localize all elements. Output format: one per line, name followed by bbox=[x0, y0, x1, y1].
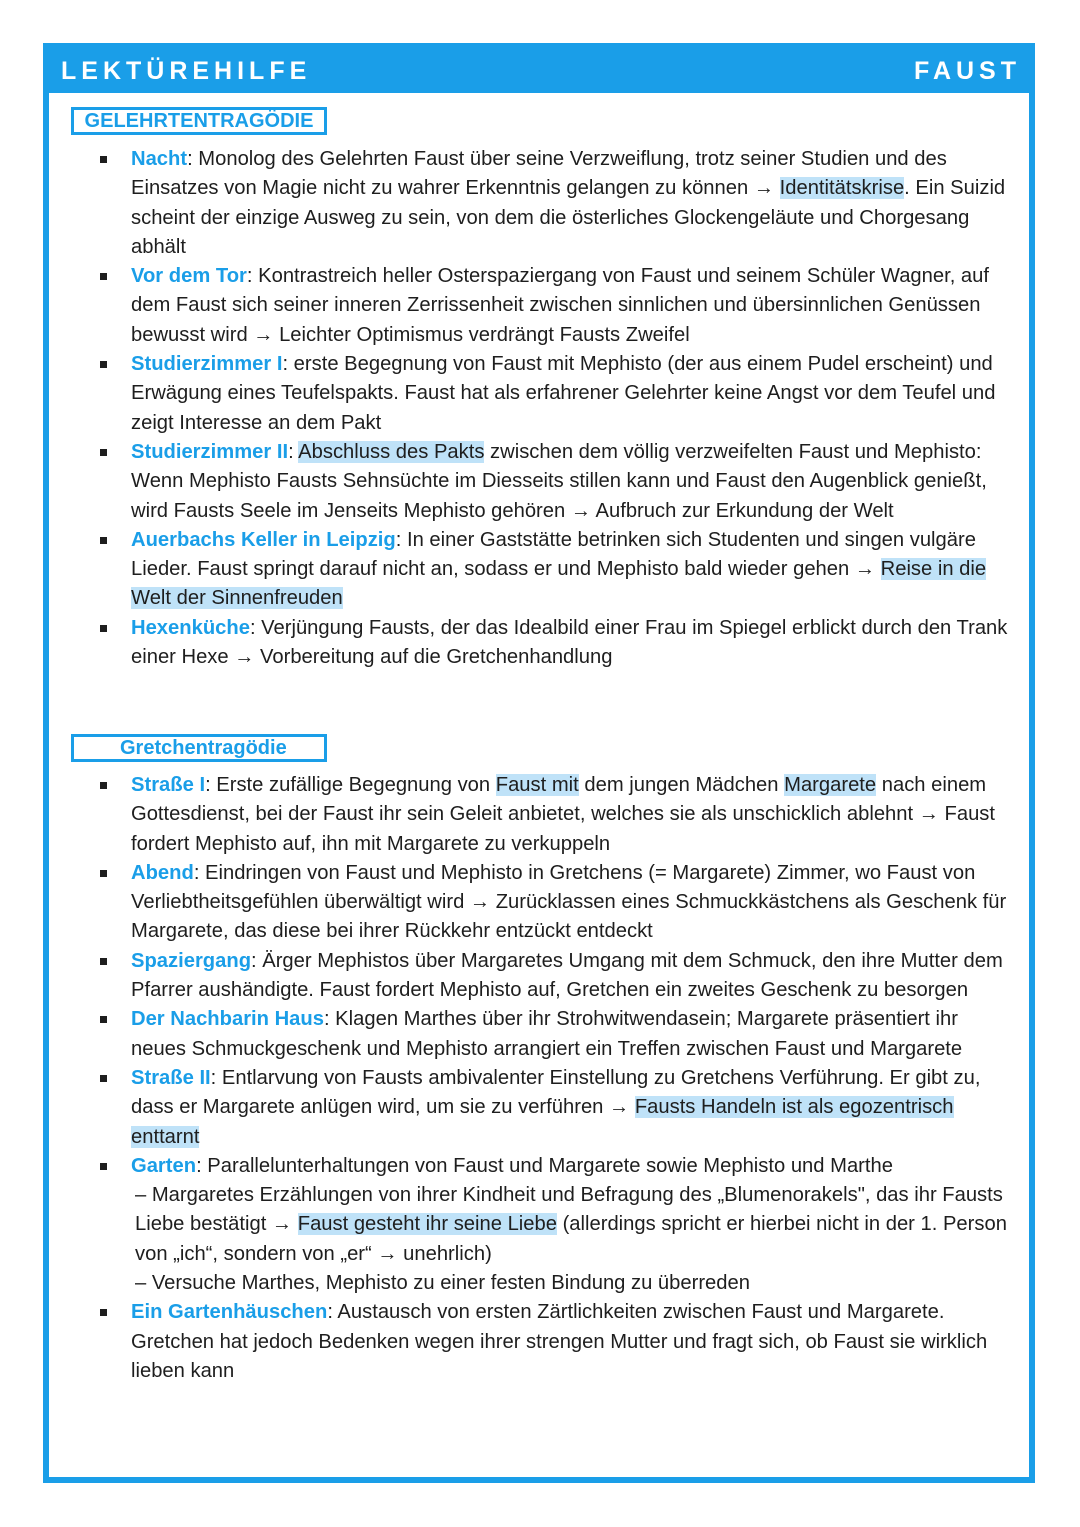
scene-text: : bbox=[288, 440, 299, 463]
bullet-icon bbox=[100, 361, 107, 368]
list-item bbox=[97, 1152, 1017, 1298]
scene-name: Hexenküche bbox=[131, 616, 250, 639]
highlight-text: Faust gesteht ihr seine Liebe bbox=[297, 1213, 557, 1236]
scene-text: : Eindringen von Faust und Mephisto in Gretchens (= Margarete) Zimmer, wo Faust von Verliebtheitsgefühlen überwältigt wird → Zurücklassen eines Schmuckkästchens als Geschenk für Margarete, das diese bei ihrer Rückkehr entzückt entdeckt bbox=[131, 861, 1007, 943]
scene-name: Studierzimmer I bbox=[131, 353, 283, 376]
list-item bbox=[97, 1298, 1017, 1386]
list-item bbox=[97, 947, 1017, 1006]
header-bar bbox=[49, 49, 1029, 93]
scene-text: : Parallelunterhaltungen von Faust und Margarete sowie Mephisto und Marthe bbox=[196, 1154, 893, 1177]
scene-text: : Erste zufällige Begegnung von bbox=[205, 774, 496, 796]
header-title: FAUST bbox=[914, 57, 1021, 85]
bullet-icon bbox=[100, 958, 107, 965]
section-list-gelehrtentragoedie bbox=[97, 145, 1017, 672]
scene-name: Der Nachbarin Haus bbox=[131, 1008, 324, 1031]
scene-text: zwischen dem völlig verzweifelten Faust und Mephisto: Wenn Mephisto Fausts Sehnsüchte im Diesseits stillen kann und Faust den Augenblick genießt, wird Fausts Seele im Jenseits Mephisto gehören → Aufbruch zur Erkundung der Welt bbox=[131, 440, 987, 522]
scene-text: : Entlarvung von Fausts ambivalenter Einstellung zu Gretchens Verführung. Er gibt zu, dass er Margarete anlügen wird, um sie zu verführen → bbox=[131, 1066, 981, 1119]
page-frame bbox=[43, 43, 1035, 1483]
scene-text: : Ärger Mephistos über Margaretes Umgang mit dem Schmuck, den ihre Mutter dem Pfarrer aushändigte. Faust fordert Mephisto auf, Gretchen ein zweites Geschenk zu besorgen bbox=[131, 949, 1003, 1002]
scene-name: Auerbachs Keller in Leipzig bbox=[131, 528, 396, 551]
scene-text: : Monolog des Gelehrten Faust über seine Verzweiflung, trotz seiner Studien und des Einsatzes von Magie nicht zu wahrer Erkenntnis gelangen zu können → bbox=[131, 148, 947, 200]
sub-point-text: (allerdings spricht er hierbei nicht in der 1. Person von „ich“, sondern von „er“ → unehrlich) bbox=[135, 1213, 1007, 1265]
scene-name: Straße II bbox=[131, 1066, 211, 1089]
scene-text: . Ein Suizid scheint der einzige Ausweg zu sein, von dem die österliches Glockengeläute und Chorgesang abhält bbox=[131, 177, 1006, 258]
scene-name: Nacht bbox=[131, 148, 188, 170]
scene-name: Abend bbox=[131, 861, 194, 884]
bullet-icon bbox=[100, 1016, 107, 1023]
scene-text: : Austausch von ersten Zärtlichkeiten zwischen Faust und Margarete. Gretchen hat jedoch Bedenken wegen ihrer strengen Mutter und fragt sich, ob Faust sie wirklich lieben kann bbox=[131, 1301, 988, 1382]
bullet-icon bbox=[100, 870, 107, 877]
list-item bbox=[97, 771, 1017, 859]
list-item bbox=[97, 145, 1017, 262]
scene-name: Vor dem Tor bbox=[131, 265, 247, 288]
scene-text: : Klagen Marthes über ihr Strohwitwendasein; Margarete präsentiert ihr neues Schmuckgeschenk und Mephisto arrangiert ein Treffen zwischen Faust und Margarete bbox=[131, 1008, 963, 1060]
bullet-icon bbox=[100, 537, 107, 544]
bullet-icon bbox=[100, 1309, 107, 1316]
list-item bbox=[97, 438, 1017, 526]
section-title-gelehrtentragoedie: GELEHRTENTRAGÖDIE bbox=[71, 107, 327, 135]
highlight-text: Margarete bbox=[784, 774, 877, 796]
bullet-icon bbox=[100, 625, 107, 632]
bullet-icon bbox=[100, 1075, 107, 1082]
scene-text: nach einem Gottesdienst, bei der Faust ihr sein Geleit anbietet, welches sie als unschicklich ablehnt → Faust fordert Mephisto auf, ihn mit Margarete zu verkuppeln bbox=[131, 774, 996, 855]
bullet-icon bbox=[100, 449, 107, 456]
scene-text: : In einer Gaststätte betrinken sich Studenten und singen vulgäre Lieder. Faust springt darauf nicht an, sodass er und Mephisto bald wieder gehen → bbox=[131, 528, 976, 581]
sub-point bbox=[131, 1181, 1017, 1269]
bullet-icon bbox=[100, 273, 107, 280]
highlight-text: Reise in die Welt der Sinnenfreuden bbox=[131, 558, 987, 610]
bullet-icon bbox=[100, 1163, 107, 1170]
sub-point-text: – Margaretes Erzählungen von ihrer Kindheit und Befragung des „Blumenorakels", das ihr Fausts Liebe bestätigt → bbox=[135, 1184, 1003, 1236]
sub-point: – Versuche Marthes, Mephisto zu einer festen Bindung zu überreden bbox=[135, 1272, 750, 1295]
section-title-gretchentragoedie: Gretchentragödie bbox=[71, 734, 327, 762]
scene-name: Garten bbox=[131, 1154, 197, 1177]
list-item bbox=[97, 859, 1017, 947]
highlight-text: Fausts Handeln ist als egozentrisch enttarnt bbox=[131, 1096, 954, 1148]
scene-text: : erste Begegnung von Faust mit Mephisto (der aus einem Pudel erscheint) und Erwägung eines Teufelspakts. Faust hat als erfahrener Gelehrter keine Angst vor dem Teufel und zeigt Interesse an dem Pakt bbox=[131, 353, 996, 434]
scene-name: Spaziergang bbox=[131, 949, 252, 972]
scene-name: Straße I bbox=[131, 774, 206, 796]
list-item bbox=[97, 1005, 1017, 1064]
list-item bbox=[97, 262, 1017, 350]
header-label: LEKTÜREHILFE bbox=[61, 57, 312, 85]
scene-name: Ein Gartenhäuschen bbox=[131, 1301, 328, 1324]
scene-text: : Verjüngung Fausts, der das Idealbild einer Frau im Spiegel erblickt durch den Trank einer Hexe → Vorbereitung auf die Gretchenhandlung bbox=[131, 616, 1008, 669]
list-item bbox=[97, 614, 1017, 673]
highlight-text: Identitätskrise bbox=[779, 177, 905, 200]
highlight-text: Abschluss des Pakts bbox=[298, 440, 485, 463]
highlight-text: Faust mit bbox=[495, 774, 579, 796]
list-item bbox=[97, 350, 1017, 438]
section-list-gretchentragoedie bbox=[97, 771, 1017, 1386]
bullet-icon bbox=[100, 782, 107, 789]
scene-text: dem jungen Mädchen bbox=[578, 774, 785, 796]
bullet-icon bbox=[100, 156, 107, 163]
list-item bbox=[97, 1064, 1017, 1152]
scene-name: Studierzimmer II bbox=[131, 440, 289, 463]
scene-text: : Kontrastreich heller Osterspaziergang von Faust und seinem Schüler Wagner, auf dem Faust sich seiner inneren Zerrissenheit zwischen sinnlichen und übersinnlichen Genüssen bewusst wird → Leichter Optimismus verdrängt Fausts Zweifel bbox=[131, 265, 989, 346]
list-item bbox=[97, 526, 1017, 614]
